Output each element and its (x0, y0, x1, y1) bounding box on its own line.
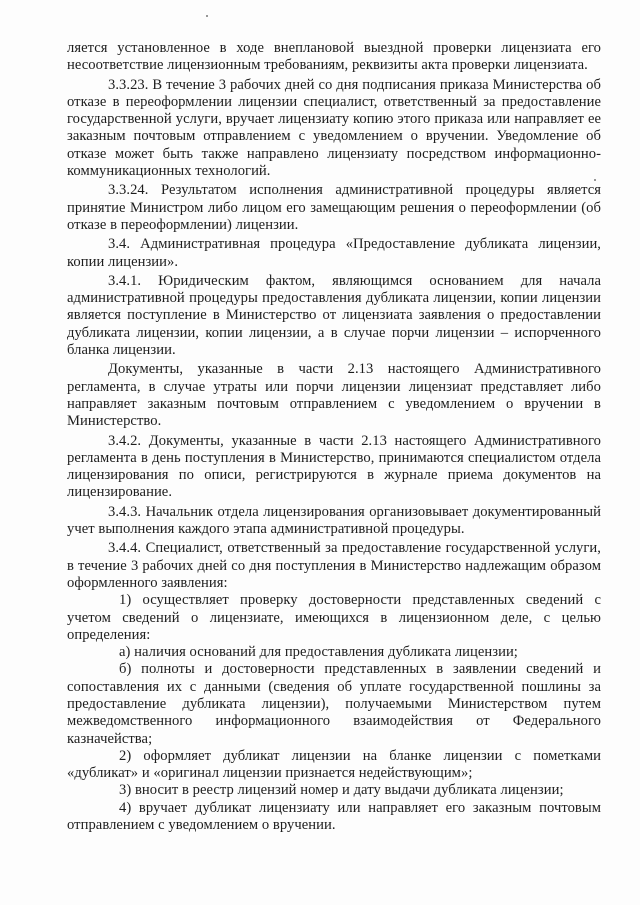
list-item-3: 3) вносит в реестр лицензий номер и дату выдачи дубликата лицензии; (119, 782, 564, 799)
list-item-a: а) наличия оснований для предоставления дубликата лицензии; (119, 644, 518, 661)
scan-speck (206, 15, 208, 17)
paragraph-3-4-2: 3.4.2. Документы, указанные в части 2.13 настоящего Административного регламента в день поступления в Министерство, принимаются специалистом отдела лицензирования по описи, регистрируются в журнале приема документов на лицензирование. (67, 432, 601, 501)
list-item-1: 1) осуществляет проверку достоверности представленных сведений с учетом сведений о лицензиате, имеющихся в лицензионном деле, с целью определения: (67, 592, 601, 643)
paragraph-3-4-3: 3.4.3. Начальник отдела лицензирования организовывает документированный учет выполнения каждого этапа административной процедуры. (67, 503, 601, 538)
list-item-4: 4) вручает дубликат лицензиату или направляет его заказным почтовым отправлением с уведомлением о вручении. (67, 799, 601, 834)
paragraph-3-3-24: 3.3.24. Результатом исполнения административной процедуры является принятие Министром либо лицом его замещающим решения о переоформлении (об отказе в переоформлении) лицензии. (67, 182, 601, 233)
paragraph-continuation: ляется установленное в ходе внеплановой выездной проверки лицензиата его несоответствие лицензионным требованиям, реквизиты акта проверки лицензиата. (67, 40, 601, 74)
list-item-2: 2) оформляет дубликат лицензии на бланке лицензии с пометками «дубликат» и «оригинал лицензии признается недействующим»; (67, 747, 601, 782)
paragraph-3-3-23: 3.3.23. В течение 3 рабочих дней со дня подписания приказа Министерства об отказе в переоформлении лицензии специалист, ответственный за предоставление государственной услуги, вручает лицензиату копию этого приказа или направляет ее заказным почтовым отправлением с уведомлением о вручении. Уведомление об отказе может быть также направлено лицензиату посредством информационно-коммуникационных технологий. (67, 76, 601, 180)
scan-speck (594, 179, 596, 181)
paragraph-3-4-1: 3.4.1. Юридическим фактом, являющимся основанием для начала административной процедуры предоставления дубликата лицензии, копии лицензии является поступление в Министерство от лицензиата заявления о предоставлении дубликата лицензии, копии лицензии, а в случае порчи лицензии – испорченного бланка лицензии. (67, 272, 601, 359)
paragraph-documents: Документы, указанные в части 2.13 настоящего Административного регламента, в случае утраты или порчи лицензии лицензиат представляет либо направляет заказным почтовым отправлением с уведомлением о вручении в Министерство. (67, 361, 601, 430)
document-body (67, 40, 601, 834)
paragraph-3-4-heading: 3.4. Административная процедура «Предоставление дубликата лицензии, копии лицензии». (67, 236, 601, 270)
list-item-b: б) полноты и достоверности представленных в заявлении сведений и сопоставления их с данными (сведения об уплате государственной пошлины за предоставление дубликата лицензии), получаемыми Министерством путем межведомственного информационного взаимодействия от Федерального казначейства; (67, 661, 601, 747)
paragraph-3-4-4: 3.4.4. Специалист, ответственный за предоставление государственной услуги, в течение 3 рабочих дней со дня поступления в Министерство надлежащим образом оформленного заявления: (67, 540, 601, 591)
